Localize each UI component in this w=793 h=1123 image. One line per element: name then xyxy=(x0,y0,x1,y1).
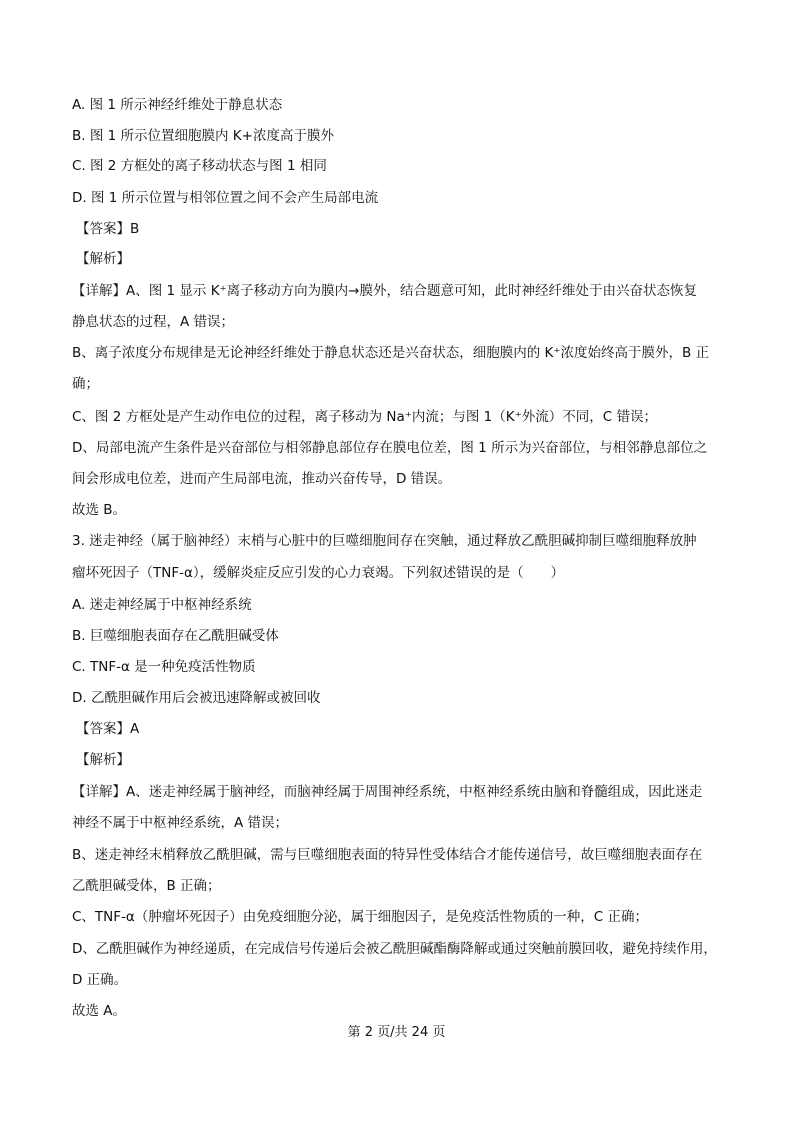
q3-analysis-line: 乙酰胆碱受体，B 正确； xyxy=(72,878,221,894)
q2-analysis-line: 静息状态的过程，A 错误； xyxy=(72,314,235,330)
q2-analysis-line: C、图 2 方框处是产生动作电位的过程，离子移动为 Na⁺内流；与图 1（K⁺外流）不同，C 错误； xyxy=(72,409,657,425)
page-footer: 第 2 页/共 24 页 xyxy=(347,1025,446,1040)
q2-analysis-line: D、局部电流产生条件是兴奋部位与相邻静息部位存在膜电位差，图 1 所示为兴奋部位，与相邻静息部位之 xyxy=(72,440,708,456)
q2-analysis-line: 【详解】A、图 1 显示 K⁺离子移动方向为膜内→膜外，结合题意可知，此时神经纤维处于由兴奋状态恢复 xyxy=(72,283,697,299)
q3-stem-line: 3. 迷走神经（属于脑神经）末梢与心脏中的巨噬细胞间存在突触，通过释放乙酰胆碱抑制巨噬细胞释放肿 xyxy=(72,533,697,549)
q2-analysis-line: 间会形成电位差，进而产生局部电流，推动兴奋传导，D 错误。 xyxy=(72,471,452,487)
q2-analysis-line: B、离子浓度分布规律是无论神经纤维处于静息状态还是兴奋状态，细胞膜内的 K⁺浓度始终高于膜外，B 正 xyxy=(72,345,710,361)
q2-option-a: A. 图 1 所示神经纤维处于静息状态 xyxy=(72,97,283,113)
q3-analysis-line: 【详解】A、迷走神经属于脑神经，而脑神经属于周围神经系统，中枢神经系统由脑和脊髓组成，因此迷走 xyxy=(72,784,703,800)
q3-analysis-line: D、乙酰胆碱作为神经递质，在完成信号传递后会被乙酰胆碱酯酶降解或通过突触前膜回收，避免持续作用， xyxy=(72,941,717,957)
q2-conclusion: 故选 B。 xyxy=(72,502,127,518)
q2-option-b: B. 图 1 所示位置细胞膜内 K+浓度高于膜外 xyxy=(72,128,334,144)
q3-analysis-line: 神经不属于中枢神经系统，A 错误； xyxy=(72,815,289,831)
q3-analysis-line: D 正确。 xyxy=(72,972,128,988)
q3-option-b: B. 巨噬细胞表面存在乙酰胆碱受体 xyxy=(72,628,279,644)
q2-option-d: D. 图 1 所示位置与相邻位置之间不会产生局部电流 xyxy=(72,190,379,206)
q3-option-d: D. 乙酰胆碱作用后会被迅速降解或被回收 xyxy=(72,690,321,706)
q3-analysis-line: C、TNF-α（肿瘤坏死因子）由免疫细胞分泌，属于细胞因子，是免疫活性物质的一种，C 正确； xyxy=(72,909,649,925)
q2-option-c: C. 图 2 方框处的离子移动状态与图 1 相同 xyxy=(72,158,327,174)
q3-option-c: C. TNF-α 是一种免疫活性物质 xyxy=(72,659,256,675)
q3-analysis-line: B、迷走神经末梢释放乙酰胆碱，需与巨噬细胞表面的特异性受体结合才能传递信号，故巨噬细胞表面存在 xyxy=(72,847,703,863)
q3-answer: 【答案】A xyxy=(76,721,140,737)
q2-analysis-line: 确； xyxy=(72,376,99,392)
q2-answer: 【答案】B xyxy=(76,221,140,237)
q3-stem-line: 瘤坏死因子（TNF-α），缓解炎症反应引发的心力衰竭。下列叙述错误的是（ ） xyxy=(72,565,565,581)
q3-conclusion: 故选 A。 xyxy=(72,1003,127,1019)
q3-analysis-label: 【解析】 xyxy=(76,752,130,768)
q2-analysis-label: 【解析】 xyxy=(76,251,130,267)
q3-option-a: A. 迷走神经属于中枢神经系统 xyxy=(72,597,252,613)
